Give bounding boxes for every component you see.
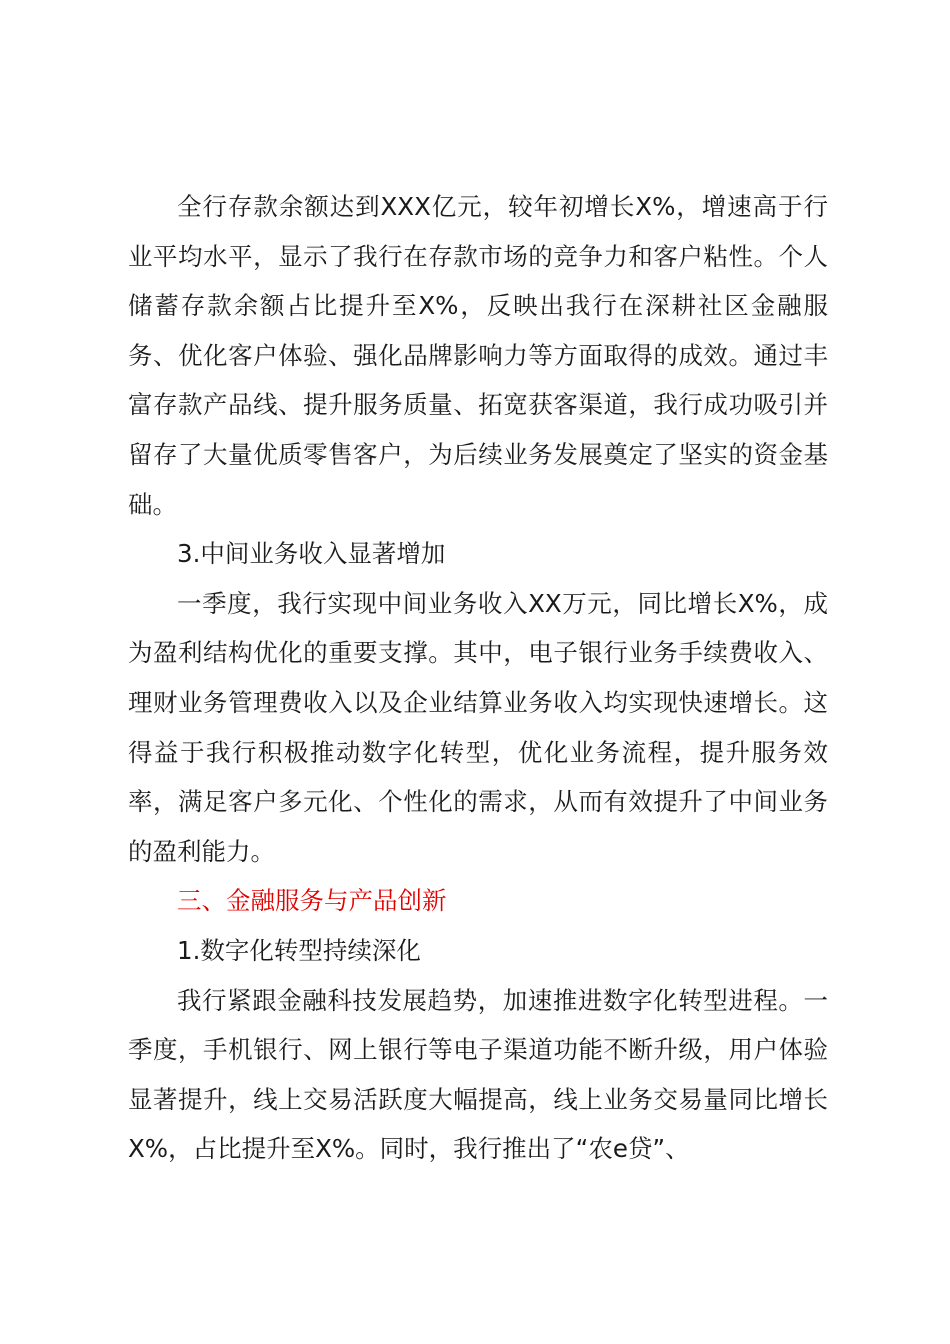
subheading-digital-transformation: 1.数字化转型持续深化 — [177, 935, 421, 965]
paragraph-deposit-balance: 全行存款余额达到XXX亿元，较年初增长X%，增速高于行业平均水平，显示了我行在存款市场的竞争力和客户粘性。个人储蓄存款余额占比提升至X%，反映出我行在深耕社区金融服务、优化客户体验、强化品牌影响力等方面取得的成效。通过丰富存款产品线、提升服务质量、拓宽获客渠道，我行成功吸引并留存了大量优质零售客户，为后续业务发展奠定了坚实的资金基础。 — [128, 192, 828, 519]
paragraph-digital-transformation: 我行紧跟金融科技发展趋势，加速推进数字化转型进程。一季度，手机银行、网上银行等电子渠道功能不断升级，用户体验显著提升，线上交易活跃度大幅提高，线上业务交易量同比增长X%，占比提升至X%。同时，我行推出了“农e贷”、 — [128, 985, 828, 1164]
document-body — [128, 182, 828, 1174]
section-heading-financial-services: 三、金融服务与产品创新 — [177, 886, 447, 916]
paragraph-intermediate-income: 一季度，我行实现中间业务收入XX万元，同比增长X%，成为盈利结构优化的重要支撑。其中，电子银行业务手续费收入、理财业务管理费收入以及企业结算业务收入均实现快速增长。这得益于我行积极推动数字化转型，优化业务流程，提升服务效率，满足客户多元化、个性化的需求，从而有效提升了中间业务的盈利能力。 — [128, 588, 828, 866]
subheading-intermediate-income: 3.中间业务收入显著增加 — [177, 539, 446, 569]
